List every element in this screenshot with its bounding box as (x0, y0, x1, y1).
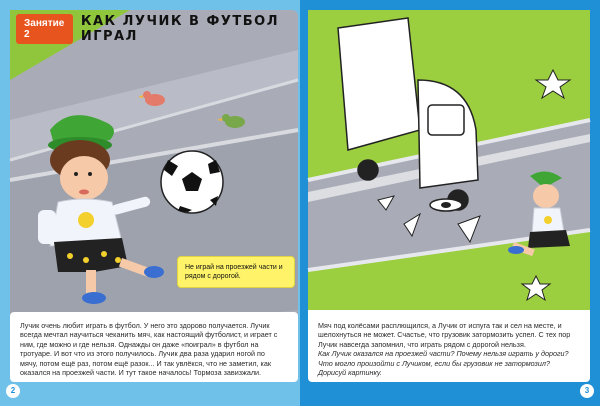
story-text: Лучик очень любит играть в футбол. У него это здорово получается. Лучик всегда мечтал научиться чеканить мяч, как настоящий футболист, и играет с ним, где можно и где нельзя. Однажды он даже «поиграл» в футбол на тротуаре. И вот что из этого получилось. Лучик два раза ударил ногой по мячу, потом ещё раз, потом ещё разок... И так увлёкся, что не заметил, как оказался на проезжей части. И тут такое началось! Тормоза завизжали. (20, 321, 278, 378)
flattened-ball-icon (430, 199, 462, 211)
lesson-badge: Занятие 2 (16, 14, 73, 44)
story-text-block (318, 321, 572, 377)
page-title: КАК ЛУЧИК В ФУТБОЛ ИГРАЛ (80, 14, 279, 44)
page-header (16, 14, 300, 44)
right-page (300, 0, 600, 406)
page-number: 3 (580, 384, 594, 398)
question-text: Как Лучик оказался на проезжей части? Почему нельзя играть у дороги? Что могло произойти с Лучиком, если бы грузовик не затормозил? Дорисуй картинку. (318, 349, 569, 378)
football-ball-icon (161, 151, 223, 213)
page-number: 2 (6, 384, 20, 398)
story-text: Мяч под колёсами расплющился, а Лучик от испуга так и сел на месте, и шелохнуться не может. Счастье, что грузовик затормозить успел. С тех пор Лучик навсегда запомнил, что играть рядом с дорогой нельзя. (318, 321, 571, 349)
bird-icon (217, 114, 245, 128)
safety-note: Не играй на проезжей части и рядом с дорогой. (177, 256, 295, 288)
